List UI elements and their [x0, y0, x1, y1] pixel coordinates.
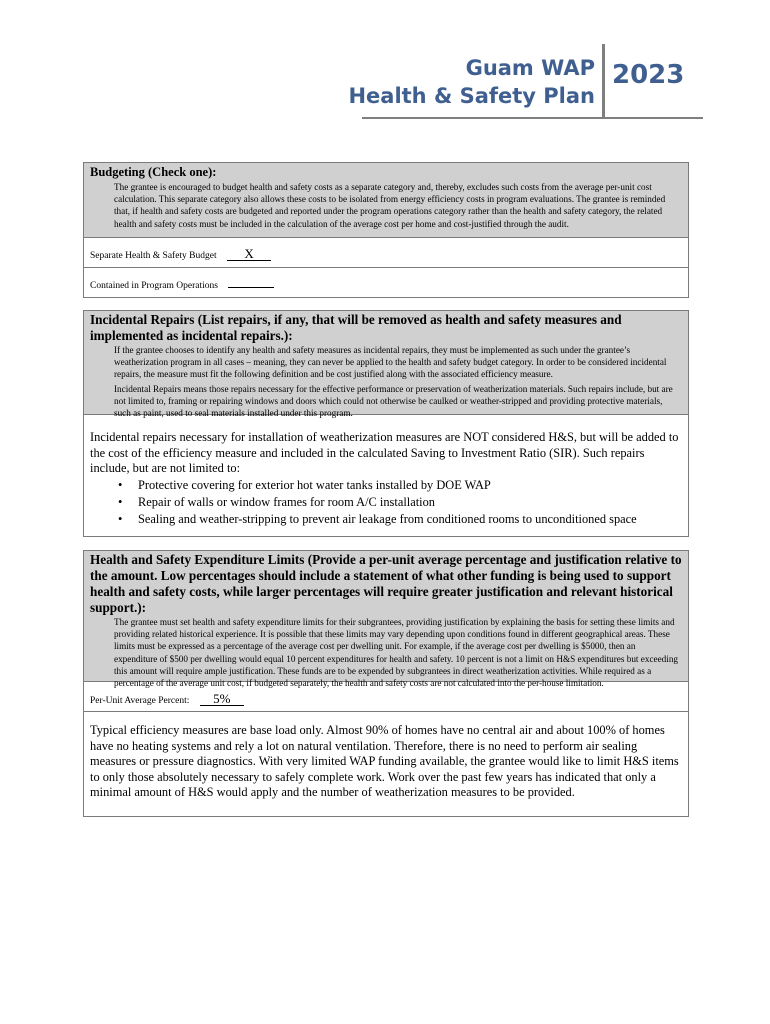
separate-budget-label: Separate Health & Safety Budget: [90, 251, 217, 261]
incidental-repair-list: [84, 477, 688, 528]
header-year: 2023: [612, 60, 685, 90]
incidental-repairs-section: [83, 310, 689, 537]
limits-justification-text: Typical efficiency measures are base load only. Almost 90% of homes have no central air and about 100% of homes have no heating systems and rely a lot on natural ventilation. Therefore, there is no need to perform air sealing measures or pressure diagnostics. With very limited WAP funding available, the grantee would like to limit H&S items to only those absolutely necessary to safely complete work. Work over the past few years has indicated that only a minimal amount of H&S would apply and the number of weatherization measures to be provided.: [90, 723, 679, 799]
per-unit-percent-value[interactable]: 5%: [200, 692, 244, 706]
limits-header: [84, 551, 688, 689]
list-item: • Protective covering for exterior hot water tanks installed by DOE WAP: [118, 477, 491, 492]
list-item: • Repair of walls or window frames for room A/C installation: [118, 494, 435, 509]
limits-title: Health and Safety Expenditure Limits (Provide a per-unit average percentage and justification relative to the amount. Low percentages should include a statement of what other funding is being used to support health and safety costs, while larger percentages will require greater justification and relevant historical support.):: [90, 552, 682, 615]
expenditure-limits-section: [83, 550, 689, 817]
title-line-1: Guam WAP: [465, 56, 595, 80]
incidental-body: [84, 414, 688, 536]
incidental-description-2: Incidental Repairs means those repairs necessary for the effective performance or preservation of weatherization materials. Such repairs include, but are not limited to, framing or repairing windows and doors which could not otherwise be caulked or weather-stripped and providing protective materials, such as paint, used to seal materials installed under this program.: [114, 383, 673, 419]
incidental-body-text: Incidental repairs necessary for installation of weatherization measures are NOT considered H&S, but will be added to the cost of the efficiency measure and included in the calculated Saving to Investment Ratio (SIR). Such repairs include, but are not limited to:: [90, 430, 679, 475]
bullet-icon: •: [118, 494, 123, 509]
page-title: [348, 54, 595, 110]
header-vertical-rule: [602, 44, 605, 118]
title-line-2: Health & Safety Plan: [348, 84, 595, 108]
list-item: • Sealing and weather-stripping to prevent air leakage from conditioned rooms to unconditioned space: [118, 511, 637, 526]
incidental-title: Incidental Repairs (List repairs, if any, that will be removed as health and safety measures and implemented as incidental repairs.):: [90, 312, 622, 343]
bullet-icon: •: [118, 511, 123, 526]
budgeting-section: [83, 162, 689, 298]
incidental-description-1: If the grantee chooses to identify any health and safety measures as incidental repairs, they must be implemented as such under the grantee’s weatherization program in all cases – meaning, they can never be applied to the health and safety budget category. In order to be considered incidental repairs, the measure must fit the following definition and be cost justified along with the associated efficiency measure.: [114, 345, 667, 380]
separate-budget-checkmark[interactable]: X: [227, 247, 271, 261]
budgeting-description: The grantee is encouraged to budget health and safety costs as a separate category and, thereby, excludes such costs from the average per-unit cost calculation. This separate category also allows these costs to be isolated from energy efficiency costs in program evaluations. The grantee is reminded that, if health and safety costs are budgeted and reported under the program operations category rather than the health and safety category, the related health and safety costs must be included in the calculation of the average cost per home and cost-justified through the audit.: [114, 182, 666, 229]
budgeting-title: Budgeting (Check one):: [90, 165, 217, 179]
page-header: [0, 44, 703, 120]
bullet-icon: •: [118, 477, 123, 492]
per-unit-percent-label: Per-Unit Average Percent:: [90, 696, 190, 706]
limits-justification: [84, 711, 688, 816]
budget-option-separate[interactable]: [84, 237, 688, 267]
budget-option-program[interactable]: [84, 267, 688, 297]
header-horizontal-rule: [362, 117, 703, 119]
program-operations-label: Contained in Program Operations: [90, 281, 218, 291]
budgeting-header: [84, 163, 688, 237]
incidental-header: [84, 311, 688, 419]
program-operations-checkmark[interactable]: [228, 287, 274, 288]
limits-description: The grantee must set health and safety expenditure limits for their subgrantees, providing justification by explaining the basis for setting these limits and providing related historical experience. It is possible that these limits may vary depending upon conditions found in different geographical areas. These limits must be expressed as a percentage of the average cost per dwelling unit. For example, if the average cost per dwelling is $5000, then an expenditure of $500 per dwelling would equal 10 percent expenditures for health and safety. 10 percent is not a limit on H&S expenditures but exceeding this amount will require ample justification. These funds are to be expended by subgrantees in direct weatherization activities. While required as a percentage of the average unit cost, if budgeted separately, the health and safety costs are not calculated into the per-house limitation.: [114, 617, 679, 689]
